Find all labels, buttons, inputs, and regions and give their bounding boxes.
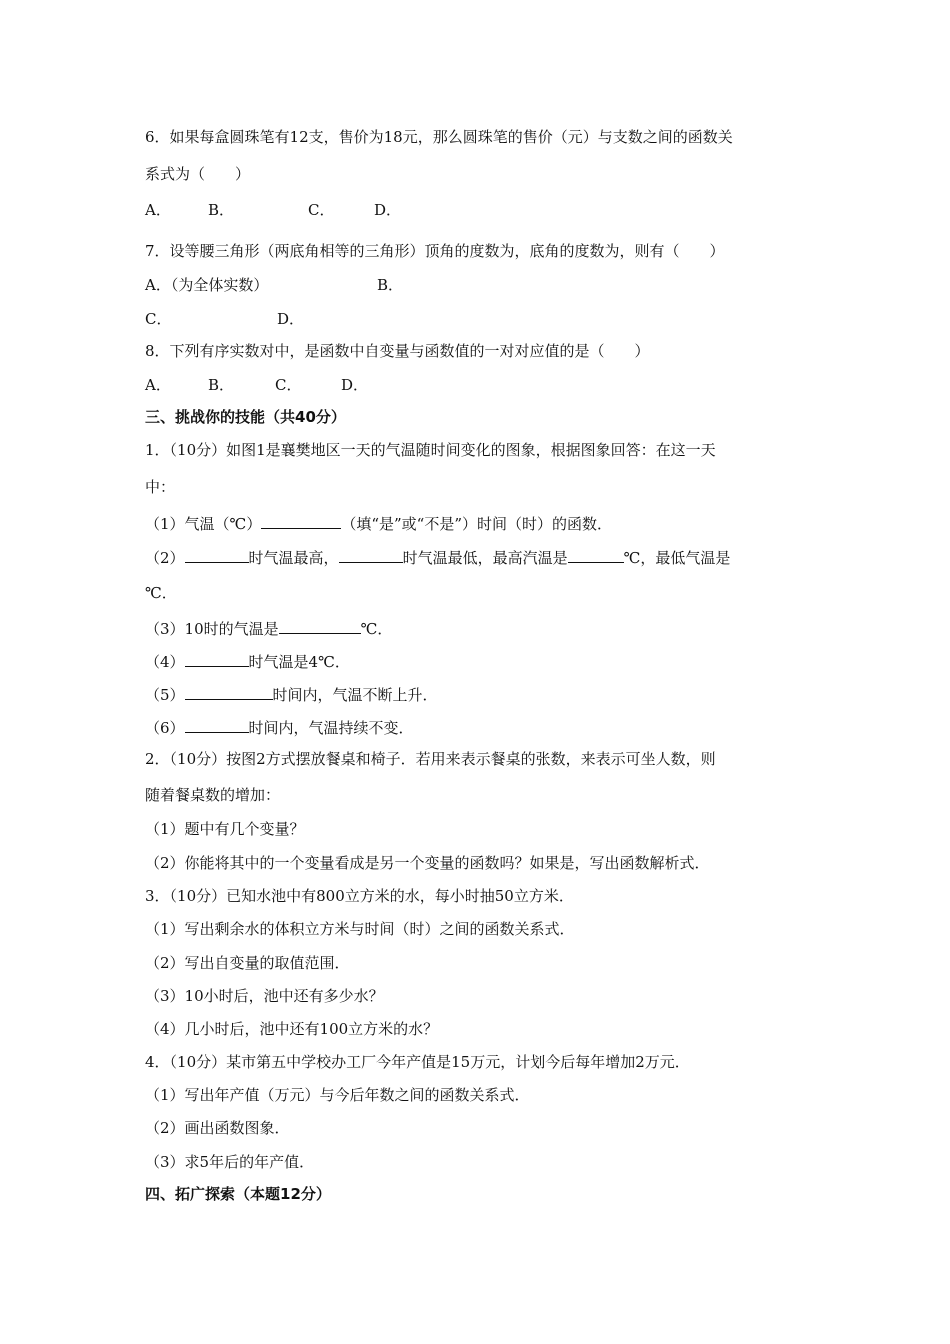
q7-options-row2 <box>145 309 304 329</box>
q6-options <box>145 200 401 220</box>
p1-sub5-text-a: （5） <box>145 686 185 704</box>
p1-sub4-text-a: （4） <box>145 653 185 671</box>
p2-line2: 随着餐桌数的增加： <box>145 786 281 804</box>
p4-sub2: （2）画出函数图象． <box>145 1119 290 1137</box>
p4-sub3: （3）求5年后的年产值． <box>145 1153 315 1171</box>
answer-blank[interactable] <box>339 546 403 563</box>
q8-option-a: A． <box>145 376 171 394</box>
q8-option-c: C． <box>275 376 302 394</box>
p1-sub1 <box>145 512 612 534</box>
section4-title: 四、拓广探索（本题12分） <box>145 1185 331 1203</box>
answer-blank[interactable] <box>185 716 249 733</box>
q7-option-d: D． <box>277 310 305 328</box>
q6-line1: 6．如果每盒圆珠笔有12支，售价为18元，那么圆珠笔的售价（元）与支数之间的函数关 <box>145 128 733 146</box>
q7-option-a: A．（为全体实数） <box>145 276 269 294</box>
p3-sub2: （2）写出自变量的取值范围． <box>145 954 350 972</box>
answer-blank[interactable] <box>185 546 249 563</box>
p1-sub1-text-a: （1）气温（℃） <box>145 515 262 533</box>
q8-line1: 8．下列有序实数对中，是函数中自变量与函数值的一对对应值的是（ ） <box>145 342 650 360</box>
p3-sub1: （1）写出剩余水的体积立方米与时间（时）之间的函数关系式． <box>145 920 575 938</box>
answer-blank[interactable] <box>279 617 361 634</box>
p2-sub1: （1）题中有几个变量？ <box>145 820 305 838</box>
p1-sub3-text-b: ℃． <box>360 620 393 638</box>
p1-sub2 <box>145 546 730 568</box>
p4-line1: 4．（10分）某市第五中学校办工厂今年产值是15万元，计划今后每年增加2万元． <box>145 1053 690 1071</box>
p2-line1: 2．（10分）按图2方式摆放餐桌和椅子．若用来表示餐桌的张数，来表示可坐人数，则 <box>145 750 716 768</box>
p1-sub3 <box>145 617 392 639</box>
p1-sub2-text-d: ℃，最低气温是 <box>623 549 731 567</box>
q8-option-b: B． <box>208 376 235 394</box>
q6-option-d: D． <box>374 201 402 219</box>
p1-line2: 中： <box>145 478 176 496</box>
q6-option-a: A． <box>145 201 171 219</box>
p1-sub4 <box>145 650 350 672</box>
p3-sub3: （3）10小时后，池中还有多少水？ <box>145 987 384 1005</box>
p1-sub2-text-b: 时气温最高， <box>248 549 339 567</box>
p1-sub2-text-c: 时气温最低，最高汽温是 <box>402 549 568 567</box>
q7-options-row1 <box>145 275 403 295</box>
q7-option-b: B． <box>377 276 404 294</box>
answer-blank[interactable] <box>185 650 249 667</box>
section3-title: 三、挑战你的技能（共40分） <box>145 408 346 426</box>
p1-sub3-text-a: （3）10时的气温是 <box>145 620 279 638</box>
answer-blank[interactable] <box>568 546 624 563</box>
q8-options <box>145 375 368 395</box>
p1-sub6 <box>145 716 414 738</box>
p1-sub6-text-a: （6） <box>145 719 185 737</box>
p2-sub2: （2）你能将其中的一个变量看成是另一个变量的函数吗？如果是，写出函数解析式． <box>145 854 710 872</box>
p1-sub4-text-b: 时气温是4℃． <box>248 653 350 671</box>
p3-line1: 3．（10分）已知水池中有800立方米的水，每小时抽50立方米． <box>145 887 574 905</box>
p1-line1: 1．（10分）如图1是襄樊地区一天的气温随时间变化的图象，根据图象回答：在这一天 <box>145 441 716 459</box>
p4-sub1: （1）写出年产值（万元）与今后年数之间的函数关系式． <box>145 1086 530 1104</box>
q6-line2: 系式为（ ） <box>145 165 251 183</box>
p1-sub5-text-b: 时间内，气温不断上升． <box>272 686 438 704</box>
q7-option-c: C． <box>145 310 172 328</box>
p3-sub4: （4）几小时后，池中还有100立方米的水？ <box>145 1020 439 1038</box>
p1-sub1-text-b: （填“是”或“不是”）时间（时）的函数． <box>341 515 613 533</box>
q8-option-d: D． <box>341 376 369 394</box>
p1-sub5 <box>145 683 438 705</box>
q6-option-b: B． <box>208 201 235 219</box>
p1-sub2-text-a: （2） <box>145 549 185 567</box>
p1-sub2-cont: ℃． <box>145 584 177 602</box>
q6-option-c: C． <box>308 201 335 219</box>
p1-sub6-text-b: 时间内，气温持续不变． <box>248 719 414 737</box>
answer-blank[interactable] <box>185 683 273 700</box>
answer-blank[interactable] <box>261 512 341 529</box>
q7-line1: 7．设等腰三角形（两底角相等的三角形）顶角的度数为，底角的度数为，则有（ ） <box>145 242 725 260</box>
